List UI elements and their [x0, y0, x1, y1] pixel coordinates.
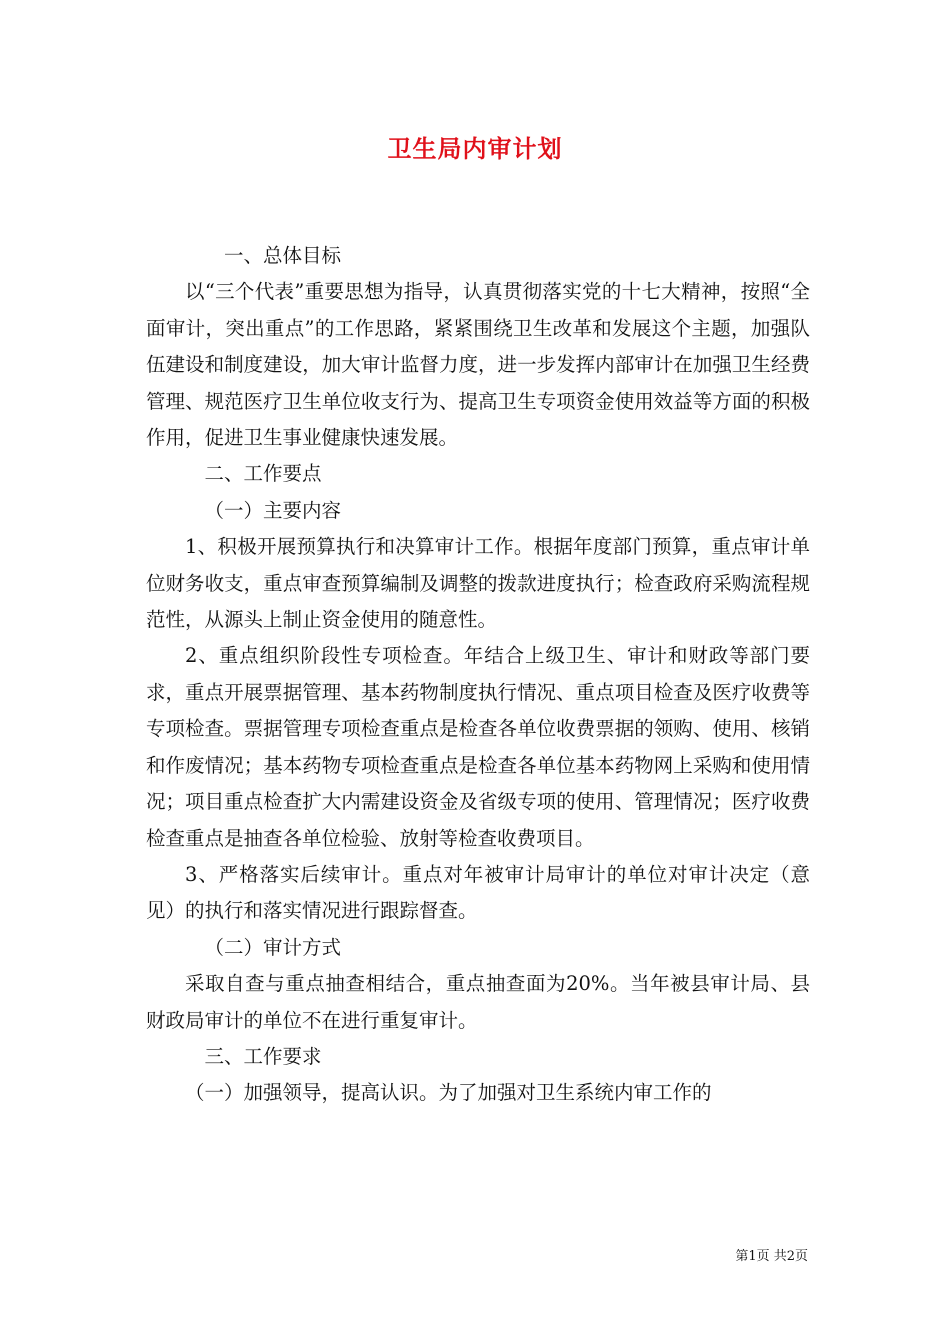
document-title: 卫生局内审计划 [387, 134, 563, 163]
paragraph-requirement-1: （一）加强领导，提高认识。为了加强对卫生系统内审工作的 [185, 1081, 712, 1105]
section-heading-work-requirements: 三、工作要求 [204, 1044, 322, 1068]
page-number: 第1页 共2页 [735, 1249, 808, 1264]
subsection-heading-audit-method: （二）审计方式 [204, 935, 342, 959]
section-heading-overall-goal: 一、总体目标 [224, 244, 342, 267]
subsection-heading-main-content: （一）主要内容 [204, 498, 342, 522]
paragraph-item-3: 3、严格落实后续审计。重点对年被审计局审计的单位对审计决定（意见）的执行和落实情况进行跟踪督查。 [146, 862, 810, 923]
paragraph-audit-method: 采取自查与重点抽查相结合，重点抽查面为20%。当年被县审计局、县财政局审计的单位不在进行重复审计。 [146, 972, 810, 1032]
paragraph-item-1: 1、积极开展预算执行和决算审计工作。根据年度部门预算，重点审计单位财务收支，重点审查预算编制及调整的拨款进度执行；检查政府采购流程规范性，从源头上制止资金使用的随意性。 [146, 535, 810, 632]
document-body [146, 238, 810, 1112]
paragraph-item-2: 2、重点组织阶段性专项检查。年结合上级卫生、审计和财政等部门要求，重点开展票据管理、基本药物制度执行情况、重点项目检查及医疗收费等专项检查。票据管理专项检查重点是检查各单位收费票据的领购、使用、核销和作废情况；基本药物专项检查重点是检查各单位基本药物网上采购和使用情况；项目重点检查扩大内需建设资金及省级专项的使用、管理情况；医疗收费检查重点是抽查各单位检验、放射等检查收费项目。 [146, 644, 810, 850]
paragraph-overall-goal: 以“三个代表”重要思想为指导，认真贯彻落实党的十七大精神，按照“全面审计，突出重点”的工作思路，紧紧围绕卫生改革和发展这个主题，加强队伍建设和制度建设，加大审计监督力度，进一步发挥内部审计在加强卫生经费管理、规范医疗卫生单位收支行为、提高卫生专项资金使用效益等方面的积极作用，促进卫生事业健康快速发展。 [146, 280, 810, 450]
section-heading-work-points: 二、工作要点 [204, 462, 322, 486]
